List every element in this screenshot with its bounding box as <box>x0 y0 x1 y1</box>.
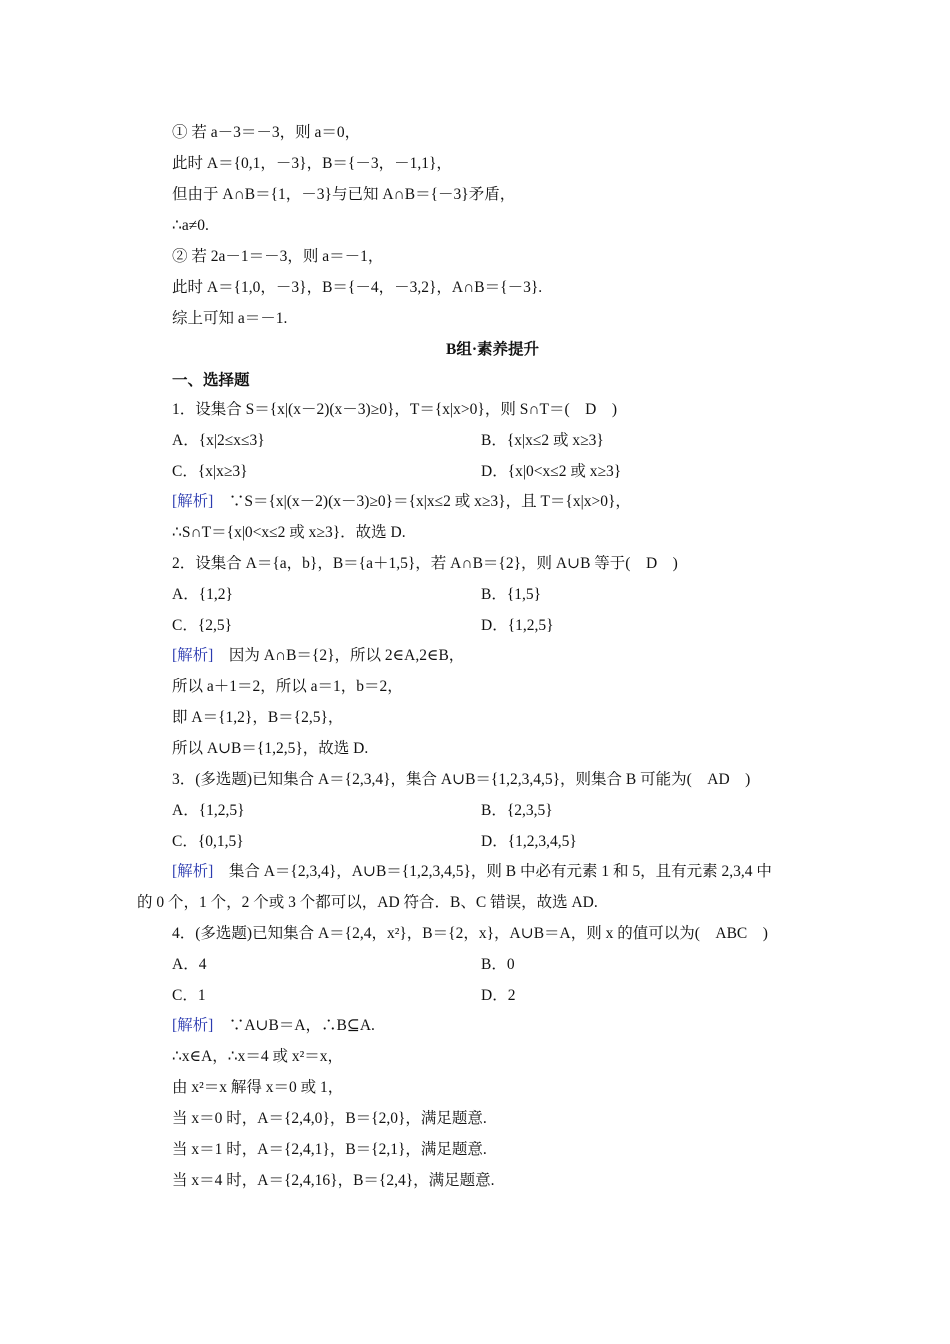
q4-option-a: A．4 <box>172 956 207 973</box>
solution-line: 此时 A＝{0,1，－3}，B＝{－3，－1,1}， <box>172 155 452 172</box>
q4-analysis-line: 当 x＝0 时，A＝{2,4,0}，B＝{2,0}，满足题意. <box>172 1110 487 1127</box>
q3-option-d: D．{1,2,3,4,5} <box>481 833 577 850</box>
q1-option-d: D．{x|0<x≤2 或 x≥3} <box>481 463 622 480</box>
analysis-text: ∵S＝{x|(x－2)(x－3)≥0}＝{x|x≤2 或 x≥3}，且 T＝{x|x>0}， <box>213 493 631 510</box>
analysis-tag: [解析] <box>172 863 214 880</box>
analysis-text: 因为 A∩B＝{2}，所以 2∈A,2∈B， <box>213 647 465 664</box>
q1-option-c: C．{x|x≥3} <box>172 463 248 480</box>
q1-analysis <box>172 491 631 513</box>
q1-option-b: B．{x|x≤2 或 x≥3} <box>481 432 604 449</box>
solution-line: ② 若 2a－1＝－3，则 a＝－1， <box>172 248 384 265</box>
analysis-text: 集合 A＝{2,3,4}，A∪B＝{1,2,3,4,5}，则 B 中必有元素 1 和 5，且有元素 2,3,4 中 <box>213 863 772 880</box>
q4-analysis-line: 当 x＝4 时，A＝{2,4,16}，B＝{2,4}，满足题意. <box>172 1172 495 1189</box>
q3-analysis-line: 的 0 个，1 个，2 个或 3 个都可以，AD 符合．B、C 错误，故选 AD. <box>137 894 598 911</box>
q2-option-a: A．{1,2} <box>172 586 233 603</box>
q3-option-c: C．{0,1,5} <box>172 833 244 850</box>
q4-analysis <box>172 1015 375 1037</box>
q2-analysis <box>172 645 464 667</box>
question-4-stem: 4．(多选题)已知集合 A＝{2,4，x²}，B＝{2，x}，A∪B＝A，则 x 的值可以为( ABC ) <box>172 925 768 942</box>
solution-line: ∴a≠0. <box>172 217 209 234</box>
q3-analysis <box>172 861 772 883</box>
q4-analysis-line: 由 x²＝x 解得 x＝0 或 1， <box>172 1079 344 1096</box>
q2-option-b: B．{1,5} <box>481 586 542 603</box>
q2-analysis-line: 即 A＝{1,2}，B＝{2,5}， <box>172 709 344 726</box>
q4-option-d: D．2 <box>481 987 516 1004</box>
solution-line: 但由于 A∩B＝{1，－3}与已知 A∩B＝{－3}矛盾， <box>172 186 516 203</box>
q1-option-a: A．{x|2≤x≤3} <box>172 432 265 449</box>
analysis-text: ∵A∪B＝A，∴B⊆A. <box>213 1017 375 1034</box>
solution-line: 综上可知 a＝－1. <box>172 310 288 327</box>
solution-line: 此时 A＝{1,0，－3}，B＝{－4，－3,2}，A∩B＝{－3}. <box>172 279 543 296</box>
q2-option-c: C．{2,5} <box>172 617 233 634</box>
group-title: B组·素养提升 <box>445 341 539 358</box>
analysis-tag: [解析] <box>172 493 214 510</box>
analysis-tag: [解析] <box>172 1017 214 1034</box>
question-1-stem: 1．设集合 S＝{x|(x－2)(x－3)≥0}，T＝{x|x>0}，则 S∩T＝( D ) <box>172 401 617 418</box>
q2-option-d: D．{1,2,5} <box>481 617 554 634</box>
q4-option-c: C．1 <box>172 987 206 1004</box>
q4-option-b: B．0 <box>481 956 515 973</box>
section-heading: 一、选择题 <box>172 372 250 389</box>
q3-option-a: A．{1,2,5} <box>172 802 245 819</box>
q1-analysis-line: ∴S∩T＝{x|0<x≤2 或 x≥3}．故选 D. <box>172 524 406 541</box>
q4-analysis-line: ∴x∈A，∴x＝4 或 x²＝x， <box>172 1048 344 1065</box>
solution-line: ① 若 a－3＝－3，则 a＝0， <box>172 124 361 141</box>
q2-analysis-line: 所以 a＋1＝2，所以 a＝1，b＝2， <box>172 678 403 695</box>
q2-analysis-line: 所以 A∪B＝{1,2,5}，故选 D. <box>172 740 369 757</box>
question-2-stem: 2．设集合 A＝{a，b}，B＝{a＋1,5}，若 A∩B＝{2}，则 A∪B 等于( D ) <box>172 555 678 572</box>
analysis-tag: [解析] <box>172 647 214 664</box>
q4-analysis-line: 当 x＝1 时，A＝{2,4,1}，B＝{2,1}，满足题意. <box>172 1141 487 1158</box>
question-3-stem: 3．(多选题)已知集合 A＝{2,3,4}，集合 A∪B＝{1,2,3,4,5}，则集合 B 可能为( AD ) <box>172 771 751 788</box>
q3-option-b: B．{2,3,5} <box>481 802 553 819</box>
